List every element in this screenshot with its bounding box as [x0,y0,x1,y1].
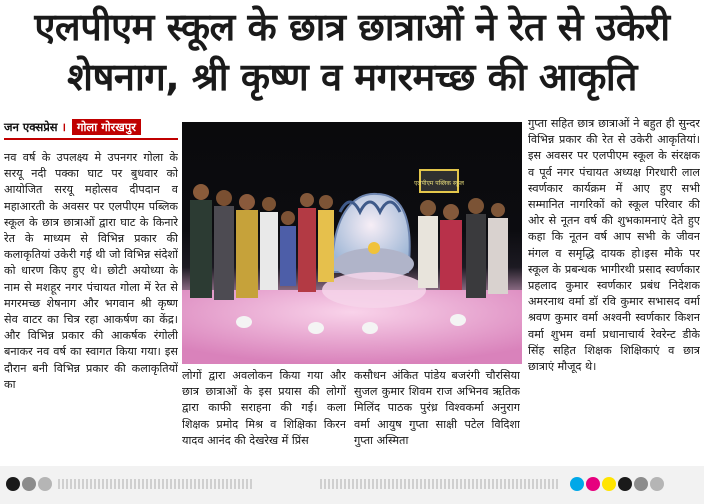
byline-source: जन एक्सप्रेस [4,120,58,134]
byline-separator: । [61,120,66,134]
news-photo [182,122,522,364]
headline-line-1: एलपीएम स्कूल के छात्र छात्राओं ने रेत से उकेरी [34,5,670,49]
article-column-1: नव वर्ष के उपलक्ष्य मे उपनगर गोला के सरयू नदी पक्का घाट पर बुधवार को आयोजित सरयू महोत्सव दीपदान व महाआरती के अवसर पर एलपीएम पब्लिक स्कूल के छात्र छात्राओं द्वारा घाट के किनारे रेत के माध्यम से विभिन्न प्रकार की कलाकृतियां उकेरी गई थी जो विभिन्न संदेशों को धारण किए हुए थे। छोटी अयोध्या के नाम से मशहूर नगर पंचायत गोला में रेत से मगरमच्छ शेषनाग और भगवान श्री कृष्ण सेव वाटर का चित्र रहा आकर्षण का केंद्र। और विभिन्न प्रकार की आकर्षक रंगोली बनाकर नव वर्ष का स्वागत किया गया। इस दौरान बनी विभिन्न प्रकार की कलाकृतियों का [4,151,178,391]
registration-mark-lightgrey [38,477,52,491]
registration-mark-black [6,477,20,491]
article-column-2a: लोगों द्वारा अवलोकन किया गया और छात्र छात्राओं के इस प्रयास की लोगों द्वारा काफी सराहना की गई। कला शिक्षक प्रमोद मिश्र व शिक्षिका किरन यादव आनंद की देखरेख में प्रिंस [182,369,346,447]
registration-mark-key [618,477,632,491]
registration-mark-cyan [570,477,584,491]
registration-mark-grey-2 [634,477,648,491]
registration-mark-magenta [586,477,600,491]
registration-mark-yellow [602,477,616,491]
registration-hatch-right [320,479,560,489]
people-group-right [418,198,508,298]
headline [0,2,704,102]
photo-illustration [182,122,522,364]
article-column-3: गुप्ता सहित छात्र छात्राओं ने बहुत ही सुन्दर विभिन्न प्रकार की रेत से उकेरी आकृतियां।इस अवसर पर एलपीएम स्कूल के संरक्षक व पूर्व नगर पंचायत अध्यक्ष गिरधारी लाल स्वर्णकार कार्यक्रम में आए हुए सभी सम्मानित नागरिकों को स्कूल परिवार की ओर से नूतन वर्ष की शुभकामनाएं देते हुए कहा कि नूतन वर्ष आप सभी के जीवन मंगल व समृद्धि दायक हो।इस मौके पर स्कूल के प्रबन्धक भागीरथी प्रसाद स्वर्णकार प्रहलाद कुमार स्वर्णकार प्रबंध निदेशक अमरनाथ वर्मा डॉ रवि कुमार सभासद वर्मा श्रवण कुमार वर्मा अश्वनी स्वर्णकार किशन वर्मा शुभम वर्मा प्रधानाचार्य रेवरेन्ट डीके सिंह सहित शिक्षक शिक्षिकाएं व छात्र छात्राएं मौजूद थे। [528,117,700,374]
registration-mark-grey [22,477,36,491]
byline-place: गोला गोरखपुर [72,119,141,135]
byline-rule [4,138,178,140]
headline-line-2: शेषनाग, श्री कृष्ण व मगरमच्छ की आकृति [67,55,637,99]
banner-text: एलपीएम पब्लिक स्कूल [414,180,464,187]
byline [4,116,184,138]
registration-hatch-left [58,479,254,489]
people-group-left [190,184,334,300]
article-column-2b: कसौधन अंकित पांडेय बजरंगी चौरसिया सुजल कुमार शिवम राज अभिनव ऋतिक मिलिंद पाठक पुरंध्र विश्वकर्मा अनुराग वर्मा आयुष गुप्ता साक्षी पटेल विदिशा गुप्ता अस्मिता [354,369,520,447]
registration-mark-lightgrey-2 [650,477,664,491]
